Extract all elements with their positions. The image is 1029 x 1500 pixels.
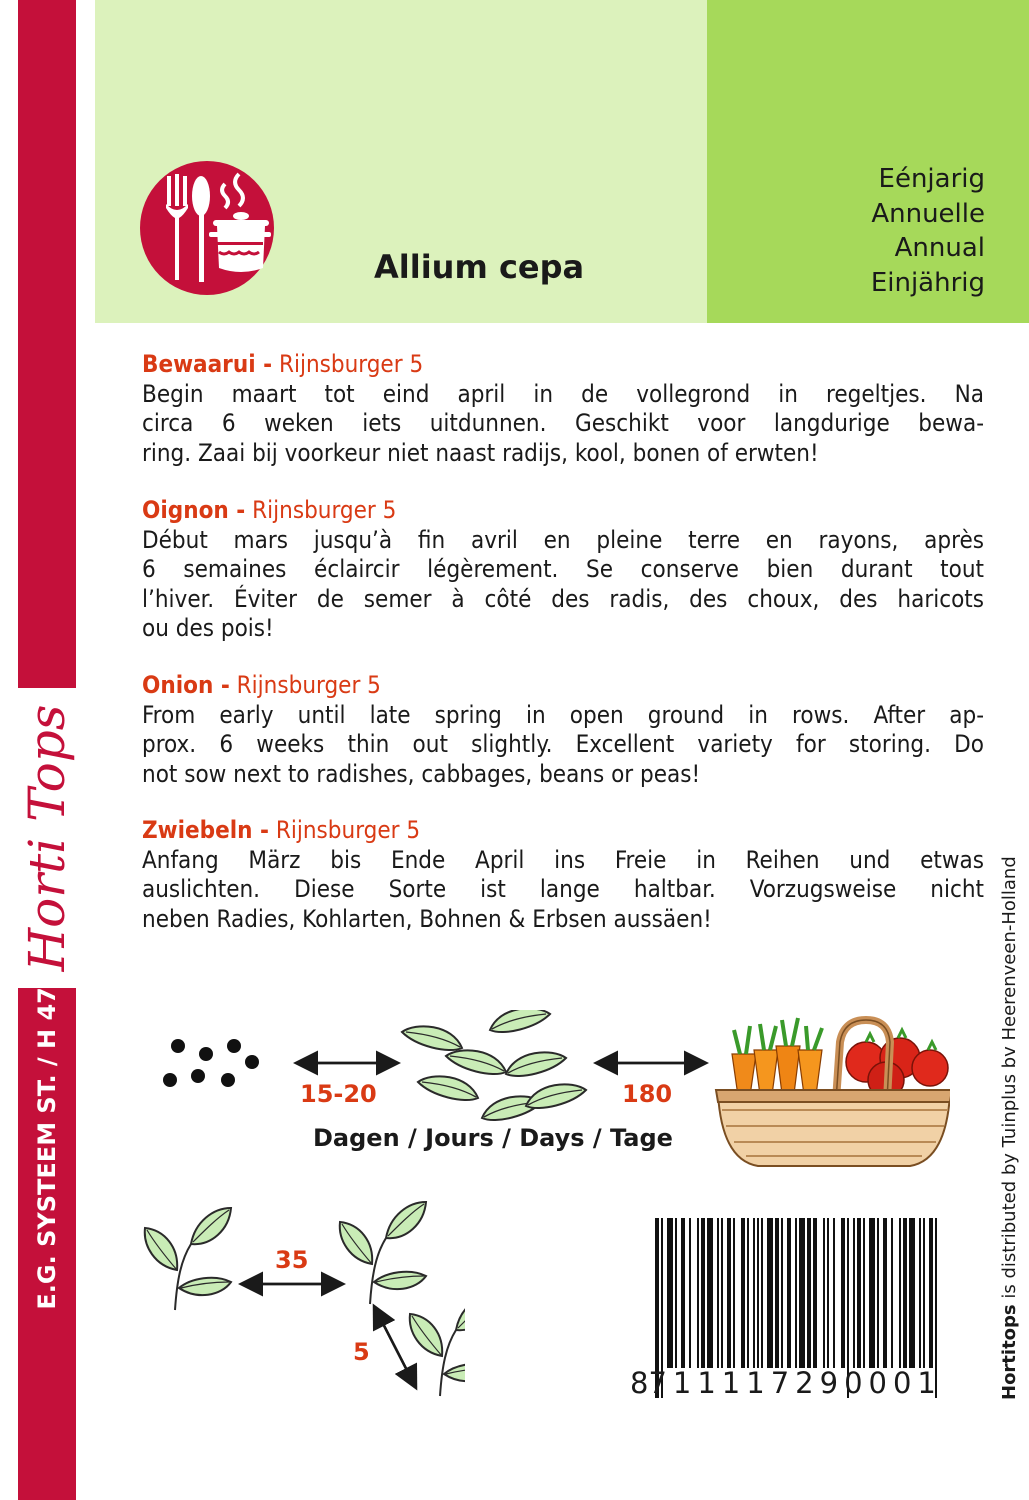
barcode-digit-group: 711117 <box>648 1366 796 1400</box>
spacing-diagram <box>135 1190 465 1400</box>
description-line: auslichten. Diese Sorte ist lange haltbar. Vorzugsweise nicht <box>142 875 984 903</box>
barcode-bar <box>707 1218 713 1368</box>
barcode-bar <box>795 1218 797 1368</box>
distributor-note <box>990 820 1029 1400</box>
description-line: ring. Zaai bij voorkeur niet naast radijs, kool, bonen of erwten! <box>142 438 819 467</box>
vegetable-basket-icon <box>716 1018 950 1166</box>
barcode-digit-group: 8 <box>630 1366 649 1400</box>
variety-name: Rijnsburger 5 <box>275 816 421 844</box>
plant-distance: 5 <box>353 1338 370 1366</box>
barcode-bar <box>747 1218 749 1368</box>
description-en <box>142 671 984 789</box>
barcode-bar <box>807 1218 811 1368</box>
description-line: prox. 6 weeks thin out slightly. Excellent variety for storing. Do <box>142 730 984 758</box>
barcode-bar <box>853 1218 855 1368</box>
description-line: l’hiver. Éviter de semer à côté des radis, des choux, des haricots <box>142 584 984 613</box>
barcode-bar <box>681 1218 685 1368</box>
barcode-bar <box>675 1218 677 1368</box>
barcode-bar <box>717 1218 719 1368</box>
description-line: not sow next to radishes, cabbages, beans or peas! <box>142 759 701 788</box>
barcode-bar <box>753 1218 755 1368</box>
description-line: Début mars jusqu’à fin avril en pleine terre en rayons, après <box>142 525 984 554</box>
description-title <box>142 816 984 846</box>
distributor-text: is distributed by Tuinplus bv Heerenveen-Holland <box>999 856 1020 1305</box>
annual-en: Annual <box>894 233 985 263</box>
description-line: From early until late spring in open ground in rows. After ap- <box>142 700 984 729</box>
barcode-bar <box>667 1218 673 1368</box>
barcode-bar <box>883 1218 887 1368</box>
description-line: Begin maart tot eind april in de vollegrond in regeltjes. Na <box>142 379 984 408</box>
plant-name: Bewaarui - <box>142 350 273 378</box>
plant-name: Oignon - <box>142 496 246 524</box>
kitchen-cooking-icon <box>139 160 275 296</box>
plant-icon <box>410 1294 465 1396</box>
barcode-digit-group: 290001 <box>795 1366 942 1400</box>
barcode-bar <box>781 1218 783 1368</box>
description-nl <box>142 350 984 468</box>
barcode-bar <box>833 1218 835 1368</box>
harvest-days: 180 <box>622 1080 673 1108</box>
plant-name: Onion - <box>142 671 230 699</box>
description-line: circa 6 weken iets uitdunnen. Geschikt voor langdurige bewa- <box>142 409 984 437</box>
barcode-bar <box>733 1218 735 1368</box>
distributor-brand: Hortitops <box>999 1304 1020 1400</box>
barcode-number <box>630 1366 942 1400</box>
barcode-bar <box>863 1218 865 1368</box>
barcode-bar <box>919 1218 921 1368</box>
annual-fr: Annuelle <box>871 198 985 229</box>
description-line: Anfang März bis Ende April ins Freie in Reihen und etwas <box>142 845 984 874</box>
barcode-bar <box>923 1218 925 1368</box>
description-title <box>142 671 984 701</box>
description-line: neben Radies, Kohlarten, Bohnen & Erbsen aussäen! <box>142 904 712 933</box>
barcode-bar <box>741 1218 745 1368</box>
description-title <box>142 350 984 380</box>
row-distance: 35 <box>275 1246 309 1274</box>
barcode-bar <box>877 1218 879 1368</box>
barcode-bar <box>767 1218 773 1368</box>
barcode-bar <box>697 1218 699 1368</box>
days-label: Dagen / Jours / Days / Tage <box>313 1124 673 1152</box>
description-line: ou des pois! <box>142 614 274 642</box>
barcode-bar <box>813 1218 817 1368</box>
barcode-bar <box>775 1218 779 1368</box>
barcode-bar <box>823 1218 825 1368</box>
variety-name: Rijnsburger 5 <box>278 350 424 378</box>
description-title <box>142 496 984 526</box>
variety-name: Rijnsburger 5 <box>252 496 397 524</box>
barcode-bar <box>903 1218 907 1368</box>
barcode-bar <box>757 1218 759 1368</box>
variety-name: Rijnsburger 5 <box>236 671 381 699</box>
barcode-bar <box>929 1218 933 1368</box>
barcode-bar <box>909 1218 915 1368</box>
barcode-bar <box>701 1218 705 1368</box>
annual-label-list <box>707 162 985 300</box>
annual-nl: Eénjarig <box>878 164 985 194</box>
system-code: E.G. SYSTEEM ST. / H 472 <box>33 970 61 1310</box>
barcode-bar <box>857 1218 861 1368</box>
barcode-bar <box>721 1218 723 1368</box>
barcode-bar <box>899 1218 901 1368</box>
description-de <box>142 816 984 934</box>
plant-name: Zwiebeln - <box>142 816 269 844</box>
seeds-icon <box>163 1039 259 1087</box>
barcode-bar <box>761 1218 763 1368</box>
barcode-bar <box>841 1218 845 1368</box>
barcode-bar <box>689 1218 691 1368</box>
brand-logo: Horti Tops <box>18 704 76 972</box>
plant-icon <box>340 1202 426 1304</box>
barcode-bar <box>727 1218 731 1368</box>
latin-name: Allium cepa <box>374 248 585 286</box>
barcode-bar <box>787 1218 791 1368</box>
seedlings-icon <box>402 1010 586 1120</box>
barcode-bar <box>869 1218 875 1368</box>
annual-de: Einjährig <box>870 267 985 298</box>
barcode-bar <box>827 1218 829 1368</box>
germination-days: 15-20 <box>300 1080 377 1108</box>
barcode-bar <box>891 1218 893 1368</box>
barcode-bar <box>799 1218 805 1368</box>
description-line: 6 semaines éclaircir légèrement. Se conserve bien durant tout <box>142 555 984 583</box>
plant-icon <box>145 1208 231 1310</box>
description-fr <box>142 496 984 644</box>
